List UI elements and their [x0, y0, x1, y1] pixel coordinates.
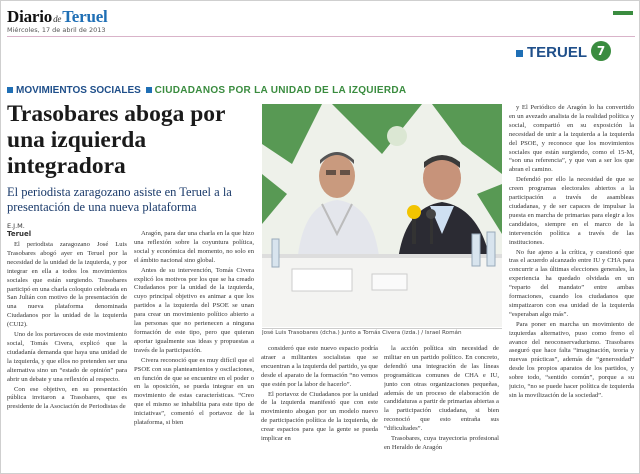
paragraph: Civera reconoció que es muy difícil que el PSOE con sus planteamientos y oscilaciones, en función de que se encuentre en el poder o en la oposición, se pueda integrar en un movimiento de estas características. “Creo que el mismo se inhabilita para este tipo de iniciativas”, comentó el portavoz de la plataforma, si bien — [134, 356, 254, 427]
article-photo — [262, 104, 502, 327]
byline-place: Teruel — [7, 230, 32, 238]
article-column-5 — [509, 104, 634, 467]
paragraph: consideró que este nuevo espacio podría atraer a militantes socialistas que se encuentran a la izquierda del partido, ya que desde el aparato de la formación “no vemos que estén por la labor de hacerlo”. — [261, 345, 378, 388]
paragraph: la acción política sin necesidad de militar en un partido político. En concreto, defendió una integración de las líneas programáticas comunes de CHA e IU, junto con otras organizaciones pequeñas, además de un proceso de elaboración de candidaturas a partir de primarias abiertas a la participación ciudadana, si bien reconoció que esto entraña sus “dificultades”. — [384, 345, 499, 433]
paragraph: Trasobares, cuya trayectoria profesional en Heraldo de Aragón — [384, 435, 499, 451]
article-column-2 — [134, 230, 254, 466]
logo-diario: Diario — [7, 7, 53, 26]
paragraph: El periodista zaragozano José Luis Trasobares abogó ayer en Teruel por la necesidad de la unidad de la izquierda, y por integrar en ella a todos los movimientos sociales que están surgiendo. Trasobares participó en una charla coloquio celebrada en San Julián con motivo de la presentación de una nueva plataforma denominada Ciudadanos por la unidad de la izquierda (CUI2). — [7, 241, 127, 329]
paragraph: Antes de su intervención, Tomás Civera explicó los motivos por los que se ha creado Ciudadanos por la unidad de la izquierda, cuyo principal objetivo es animar a que los partidos a la izquierda del PSOE se unan para crear un movimiento político abierto a las personas que no pertenecen a ninguna formación de este tipo, pero que quieran aportar igualmente sus ideas y propuestas a través de la participación. — [134, 266, 254, 354]
masthead-logo — [7, 7, 207, 27]
corner-accent — [613, 11, 633, 15]
issue-date: Miércoles, 17 de abril de 2013 — [7, 26, 106, 34]
kicker-separator-icon — [146, 87, 152, 93]
section-square-icon — [516, 50, 523, 57]
header-rule — [7, 36, 635, 37]
kicker — [7, 85, 406, 96]
paragraph: El portavoz de Ciudadanos por la unidad de la izquierda manifestó que con este movimiento abogan por un modelo nuevo de participación política de la izquierda, de crear espacios para que la gente se pueda implicar en — [261, 390, 378, 443]
section-label-text: TERUEL — [527, 44, 587, 61]
byline — [7, 222, 31, 238]
paragraph: Uno de los portavoces de este movimiento social, Tomás Civera, explicó que la ciudadanía demanda que haya una unidad de la izquierda, y que ellos no pretenden ser una alternativa sino un “estado de opinión” para abrir un debate y una reflexión al respecto. — [7, 331, 127, 383]
article-column-4 — [384, 345, 499, 467]
kicker-secondary: CIUDADANOS POR LA UNIDAD DE LA IZQUIERDA — [154, 85, 407, 96]
photo-illustration — [262, 104, 502, 327]
byline-initials: E.J.M. — [7, 222, 25, 230]
masthead — [7, 7, 207, 33]
paragraph: Defendió por ello la necesidad de que se creen programas electorales abiertos a la participación a través de asambleas ciudadanas, y de ser capaces de impulsar la puesta en marcha de primarias para elegir a los candidatos, siempre en el marco de la intervención política a través de las instituciones. — [509, 176, 634, 246]
subheadline: El periodista zaragozano asiste en Teruel a la presentación de una nueva plataforma — [7, 185, 232, 214]
headline: Trasobares aboga por una izquierda integradora — [7, 101, 226, 179]
page-number-badge: 7 — [591, 41, 611, 61]
article-column-3 — [261, 345, 378, 467]
paragraph: y El Periódico de Aragón lo ha convertido en un avezado analista de la realidad política y social, compartió en su exposición la necesidad de unir a la izquierda a la izquierda del PSOE, y reconoce que los movimientos sociales que están surgiendo, como el 15-M, “son una referencia”, y que van a ser los que abran el camino. — [509, 104, 634, 174]
logo-teruel: Teruel — [62, 7, 108, 26]
photo-caption: José Luis Trasobares (dcha.) junto a Tomás Civera (izda.) / Israel Román — [262, 328, 502, 337]
logo-de: de — [53, 14, 62, 24]
paragraph: Aragón, para dar una charla en la que hizo una reflexión sobre la coyuntura política, social y económica del momento, no solo en el ámbito nacional sino global. — [134, 230, 254, 264]
section-label — [516, 44, 587, 61]
kicker-primary: MOVIMIENTOS SOCIALES — [16, 85, 141, 96]
paragraph: No fue ajeno a la crítica, y cuestionó que tras el acuerdo alcanzado entre IU y CHA para concurrir a las últimas elecciones generales, la experiencia ha quedado olvidada en un “reparto del mandato” entre ambas formaciones, cuando los ciudadanos que simpatizaron con esa unidad de la izquierda “esperaban algo más”. — [509, 248, 634, 318]
kicker-square-icon — [7, 87, 13, 93]
paragraph: Con ese objetivo, en su presentación pública invitaron a Trasobares, que es presidente de la Asociación de Periodistas de — [7, 385, 127, 411]
paragraph: Para poner en marcha un movimiento de izquierdas alternativo, puso como freno el avance del neoconservadurismo. Trasobares aseguró que hace falta “imaginación, teoría y nuevas prácticas”, además de “generosidad” desde los propios aparatos de los partidos, y sobre todo, “sentido común”, porque a su juicio, “no se puede hacer política de izquierda sin la movilización de la sociedad”. — [509, 320, 634, 399]
article-column-1 — [7, 241, 127, 466]
